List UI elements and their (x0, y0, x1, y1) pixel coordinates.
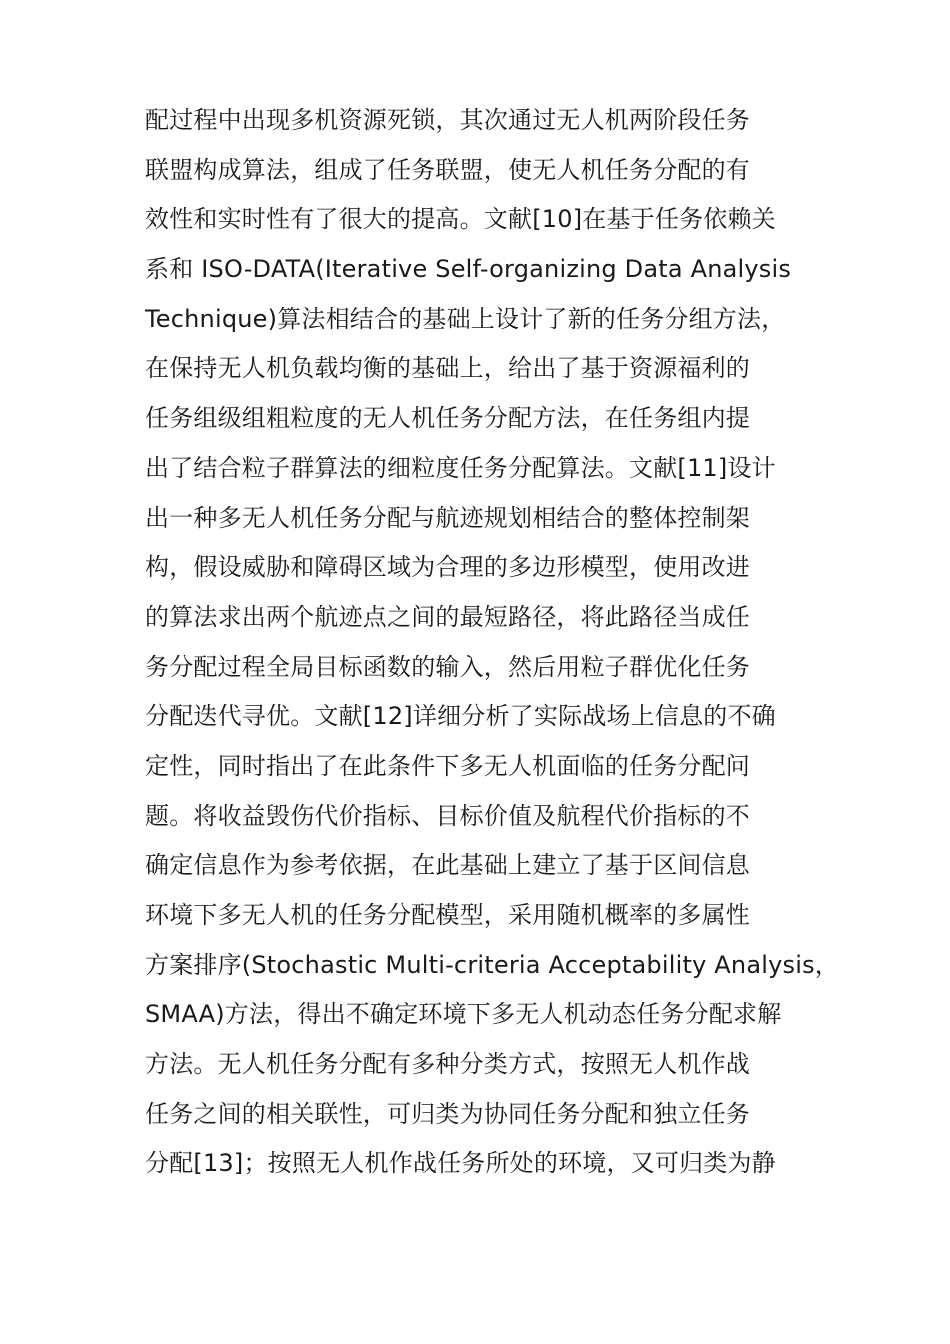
text-line: 方案排序(Stochastic Multi-criteria Acceptability Analysis， (145, 950, 839, 979)
text-line: 确定信息作为参考依据，在此基础上建立了基于区间信息 (145, 851, 750, 880)
text-line: 构，假设威胁和障碍区域为合理的多边形模型，使用改进 (145, 553, 750, 582)
text-line: 效性和实时性有了很大的提高。文献[10]在基于任务依赖关 (145, 205, 776, 234)
text-line: 定性，同时指出了在此条件下多无人机面临的任务分配问 (145, 751, 750, 780)
text-line: SMAA)方法，得出不确定环境下多无人机动态任务分配求解 (145, 1000, 782, 1029)
text-line: 的算法求出两个航迹点之间的最短路径，将此路径当成任 (145, 602, 750, 631)
text-line: 联盟构成算法，组成了任务联盟，使无人机任务分配的有 (145, 155, 750, 184)
text-line: 分配[13]；按照无人机作战任务所处的环境，又可归类为静 (145, 1149, 776, 1178)
text-line: Technique)算法相结合的基础上设计了新的任务分组方法， (145, 304, 786, 333)
text-line: 任务之间的相关联性，可归类为协同任务分配和独立任务 (145, 1099, 750, 1128)
text-line: 配过程中出现多机资源死锁，其次通过无人机两阶段任务 (145, 106, 750, 134)
text-line: 方法。无人机任务分配有多种分类方式，按照无人机作战 (145, 1050, 750, 1079)
text-line: 环境下多无人机的任务分配模型，采用随机概率的多属性 (145, 901, 750, 929)
text-line: 任务组级组粗粒度的无人机任务分配方法，在任务组内提 (145, 404, 750, 433)
text-line: 在保持无人机负载均衡的基础上，给出了基于资源福利的 (145, 354, 750, 383)
text-line: 系和 ISO-DATA(Iterative Self-organizing Data Analysis (145, 255, 792, 284)
text-line: 题。将收益毁伤代价指标、目标价值及航程代价指标的不 (145, 801, 750, 830)
text-line: 务分配过程全局目标函数的输入，然后用粒子群优化任务 (145, 652, 750, 681)
text-line: 出一种多无人机任务分配与航迹规划相结合的整体控制架 (145, 503, 750, 532)
body-paragraph (145, 96, 839, 1189)
text-line: 出了结合粒子群算法的细粒度任务分配算法。文献[11]设计 (145, 453, 776, 482)
text-line: 分配迭代寻优。文献[12]详细分析了实际战场上信息的不确 (145, 702, 776, 731)
